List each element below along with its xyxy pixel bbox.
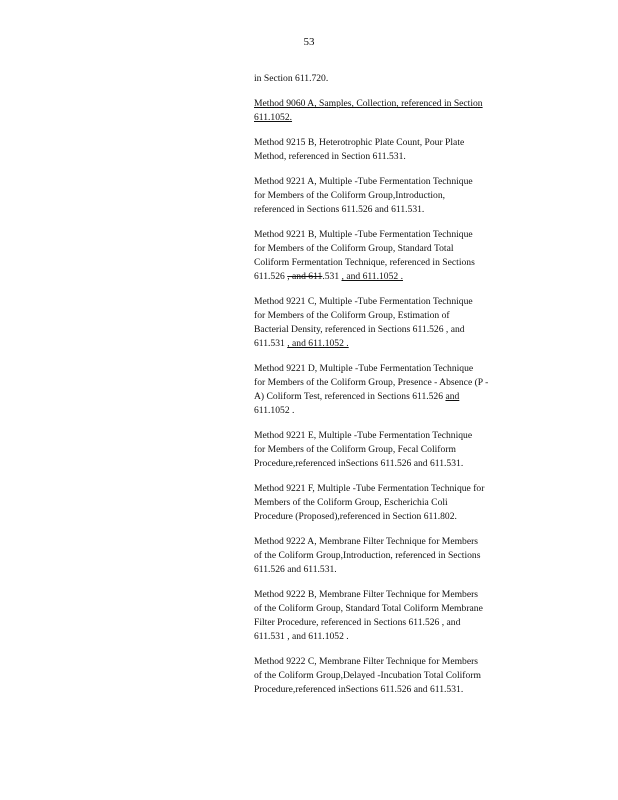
text-line: Procedure (Proposed),referenced in Section 611.802. [254, 511, 457, 522]
text-line: Procedure,referenced inSections 611.526 and 611.531. [254, 458, 464, 469]
text-line: Method 9221 E, Multiple -Tube Fermentation Technique [254, 430, 473, 441]
page-number: 53 [303, 36, 315, 48]
text-line: Method 9222 B, Membrane Filter Technique for Members [254, 589, 479, 600]
text-line: for Members of the Coliform Group, Estimation of [254, 310, 450, 321]
text-line [254, 390, 544, 404]
text-line: of the Coliform Group, Standard Total Coliform Membrane [254, 603, 483, 614]
text-line: Method 9221 C, Multiple -Tube Fermentation Technique [254, 296, 473, 307]
text-line: Members of the Coliform Group, Escherichia Coli [254, 497, 448, 508]
text-line: 611.526 and 611.531. [254, 564, 337, 575]
text-segment: 611.531 [254, 338, 288, 349]
inserted-text-line: Method 9060 A, Samples, Collection, referenced in Section [254, 98, 483, 109]
entry-method-9060a [254, 97, 544, 125]
text-line: for Members of the Coliform Group,Introduction, [254, 190, 446, 201]
text-line: Method 9221 A, Multiple -Tube Fermentation Technique [254, 176, 473, 187]
text-line: Method 9221 B, Multiple -Tube Fermentation Technique [254, 229, 473, 240]
entry-method-9221a [254, 175, 544, 217]
text-line: Method 9222 A, Membrane Filter Technique for Members [254, 536, 479, 547]
text-line: Method 9221 F, Multiple -Tube Fermentation Technique for [254, 483, 485, 494]
text-line: for Members of the Coliform Group, Presence - Absence (P - [254, 377, 489, 388]
text-line: of the Coliform Group,Introduction, referenced in Sections [254, 550, 481, 561]
inserted-text: , and 611.1052 . [287, 338, 349, 349]
text-line: for Members of the Coliform Group, Fecal Coliform [254, 444, 456, 455]
text-line: 611.1052 . [254, 405, 295, 416]
entry-method-9215b [254, 136, 544, 164]
entry-method-9222a [254, 535, 544, 577]
text-line: Method 9215 B, Heterotrophic Plate Count, Pour Plate [254, 137, 465, 148]
entry-method-9222c [254, 655, 544, 697]
text-line [254, 337, 544, 351]
entry-method-9221c [254, 295, 544, 351]
text-line: Coliform Fermentation Technique, referenced in Sections [254, 257, 475, 268]
text-line: for Members of the Coliform Group, Standard Total [254, 243, 454, 254]
text-line: Method, referenced in Section 611.531. [254, 151, 406, 162]
text-segment: .531 [322, 271, 342, 282]
text-line: Bacterial Density, referenced in Sections 611.526 , and [254, 324, 465, 335]
text-line: Filter Procedure, referenced in Sections 611.526 , and [254, 617, 461, 628]
text-line [254, 270, 544, 284]
entry-method-9221d [254, 362, 544, 418]
entry-method-9221b [254, 228, 544, 284]
entry-method-9222b [254, 588, 544, 644]
text-line: Procedure,referenced inSections 611.526 and 611.531. [254, 684, 464, 695]
text-line: in Section 611.720. [254, 73, 329, 84]
entry-method-9221f [254, 482, 544, 524]
inserted-text: and [445, 391, 460, 402]
inserted-text-line: 611.1052. [254, 112, 293, 123]
deleted-text: , and 611 [287, 271, 323, 282]
text-line: of the Coliform Group,Delayed -Incubation Total Coliform [254, 670, 481, 681]
text-line: 611.531 , and 611.1052 . [254, 631, 349, 642]
text-line: Method 9221 D, Multiple -Tube Fermentation Technique [254, 363, 474, 374]
inserted-text: , and 611.1052 . [341, 271, 403, 282]
text-segment: A) Coliform Test, referenced in Sections 611.526 [254, 391, 446, 402]
text-segment: 611.526 [254, 271, 288, 282]
entry-section-611-720 [254, 72, 544, 86]
text-line: Method 9222 C, Membrane Filter Technique for Members [254, 656, 479, 667]
text-line: referenced in Sections 611.526 and 611.531. [254, 204, 425, 215]
entry-method-9221e [254, 429, 544, 471]
document-body [254, 72, 544, 708]
